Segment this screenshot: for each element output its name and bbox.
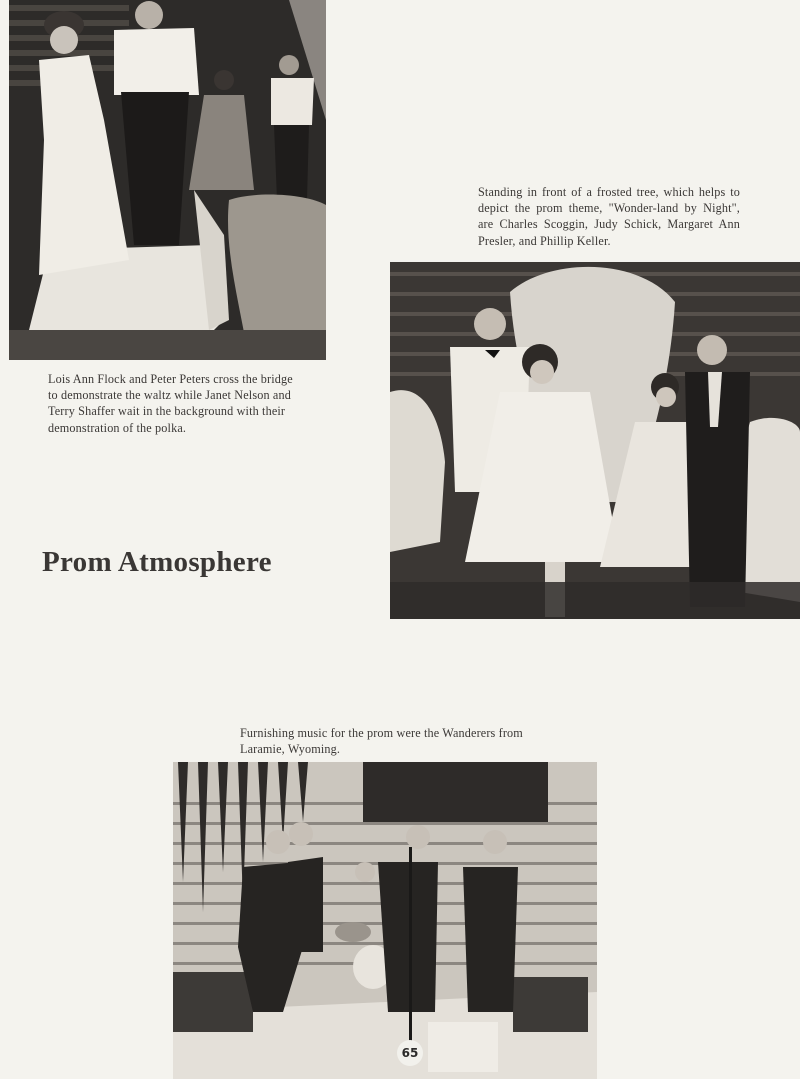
waltz-demonstration-photo [9, 0, 326, 360]
frosted-tree-photo [390, 262, 800, 619]
waltz-demonstration-caption: Lois Ann Flock and Peter Peters cross the bridge to demonstrate the waltz while Janet Nelson and Terry Shaffer wait in the background with their demonstration of the polka. [48, 372, 293, 435]
band-caption: Furnishing music for the prom were the Wanderers from Laramie, Wyoming. [240, 726, 523, 757]
page-number: 65 [397, 1040, 423, 1066]
page-heading: Prom Atmosphere [42, 546, 272, 578]
waltz-photo-image [9, 0, 326, 360]
band-photo-image [173, 762, 597, 1079]
band-photo [173, 762, 597, 1079]
frosted-tree-photo-image [390, 262, 800, 619]
frosted-tree-caption: Standing in front of a frosted tree, which helps to depict the prom theme, "Wonder-land by Night", are Charles Scoggin, Judy Schick, Margaret Ann Presler, and Phillip Keller. [478, 185, 740, 248]
